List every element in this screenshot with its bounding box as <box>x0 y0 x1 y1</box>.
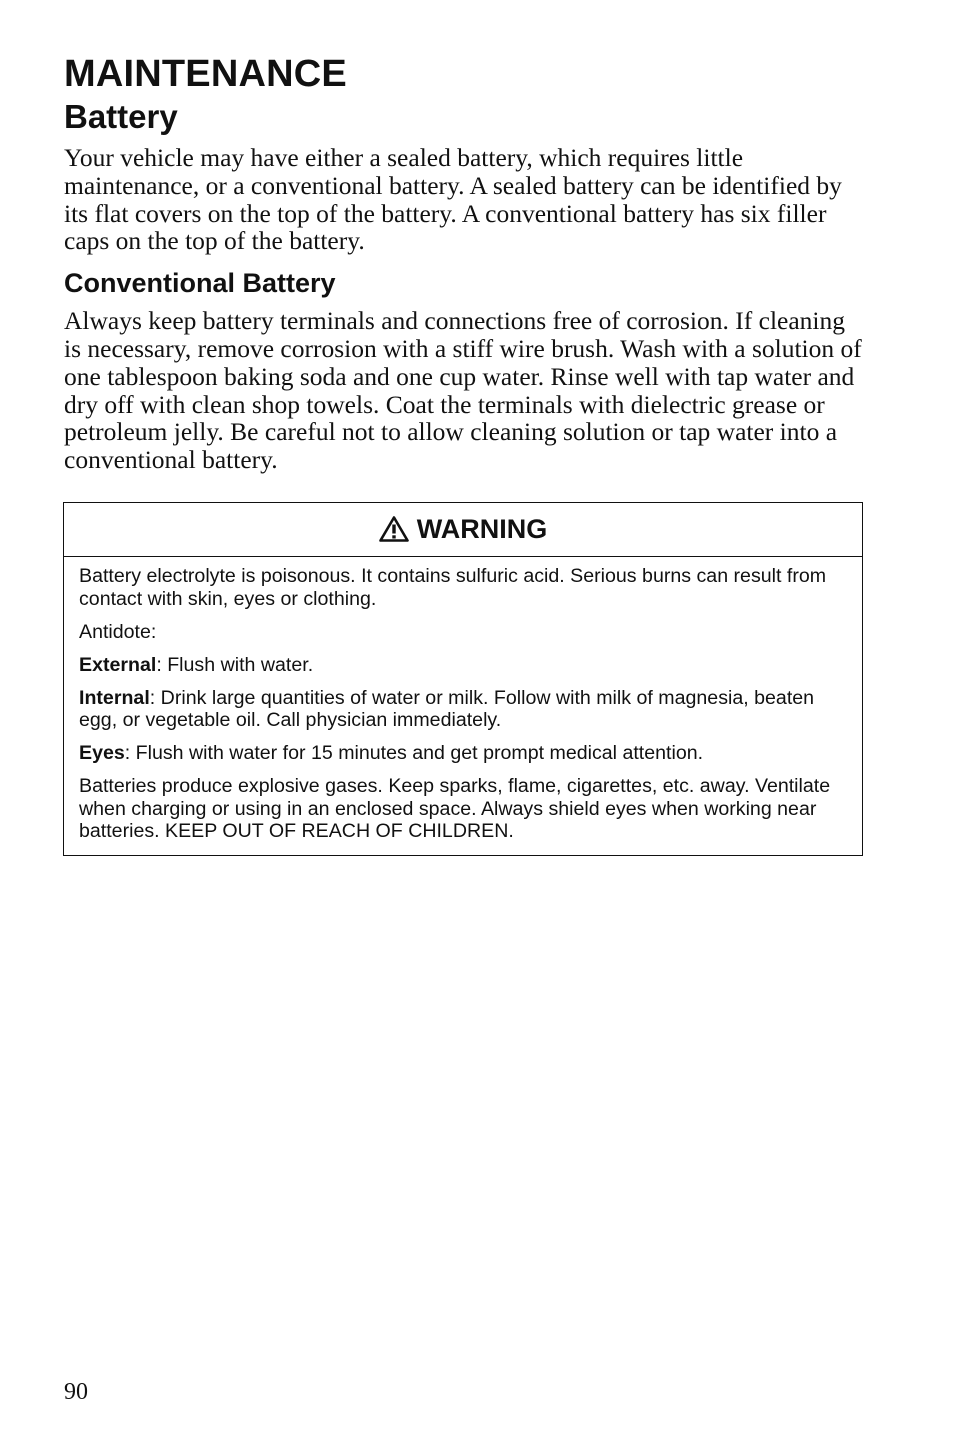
warning-paragraph: Battery electrolyte is poisonous. It contains sulfuric acid. Serious burns can result from contact with skin, eyes or clothing. <box>79 565 827 610</box>
external-label: External <box>79 653 157 676</box>
eyes-text: : Flush with water for 15 minutes and get prompt medical attention. <box>124 742 704 764</box>
warning-box <box>63 502 863 856</box>
internal-text: : Drink large quantities of water or milk. Follow with milk of magnesia, beaten egg, or vegetable oil. Call physician immediately. <box>79 686 815 731</box>
intro-paragraph: Your vehicle may have either a sealed battery, which requires little maintenance, or a conventional battery. A sealed battery can be identified by its flat covers on the top of the battery. A conventional battery has six filler caps on the top of the battery. <box>64 143 842 256</box>
eyes-instruction <box>79 742 848 765</box>
battery-title: Battery <box>64 98 178 135</box>
section-title: MAINTENANCE <box>64 53 347 95</box>
warning-title: WARNING <box>416 514 548 544</box>
warning-header <box>64 503 862 557</box>
antidote-label: Antidote: <box>79 620 157 643</box>
eyes-label: Eyes <box>79 742 125 764</box>
explosive-gases-paragraph: Batteries produce explosive gases. Keep sparks, flame, cigarettes, etc. away. Ventilate when charging or using in an enclosed space. Always shield eyes when working near batteries. KEEP OUT OF REACH OF CHILDREN. <box>79 775 831 842</box>
internal-label: Internal <box>79 686 150 709</box>
conventional-battery-heading: Conventional Battery <box>64 268 336 299</box>
page-number: 90 <box>64 1379 88 1405</box>
page-content <box>64 52 864 474</box>
external-text: : Flush with water. <box>156 653 314 676</box>
internal-instruction <box>79 687 848 732</box>
conventional-battery-paragraph: Always keep battery terminals and connections free of corrosion. If cleaning is necessary, remove corrosion with a stiff wire brush. Wash with a solution of one tablespoon baking soda and one cup water. Rinse well with tap water and dry off with clean shop towels. Coat the terminals with dielectric grease or petroleum jelly. Be careful not to allow cleaning solution or tap water into a conventional battery. <box>64 306 862 475</box>
warning-triangle-icon <box>379 516 409 542</box>
warning-body <box>64 557 862 855</box>
external-instruction <box>79 654 848 677</box>
